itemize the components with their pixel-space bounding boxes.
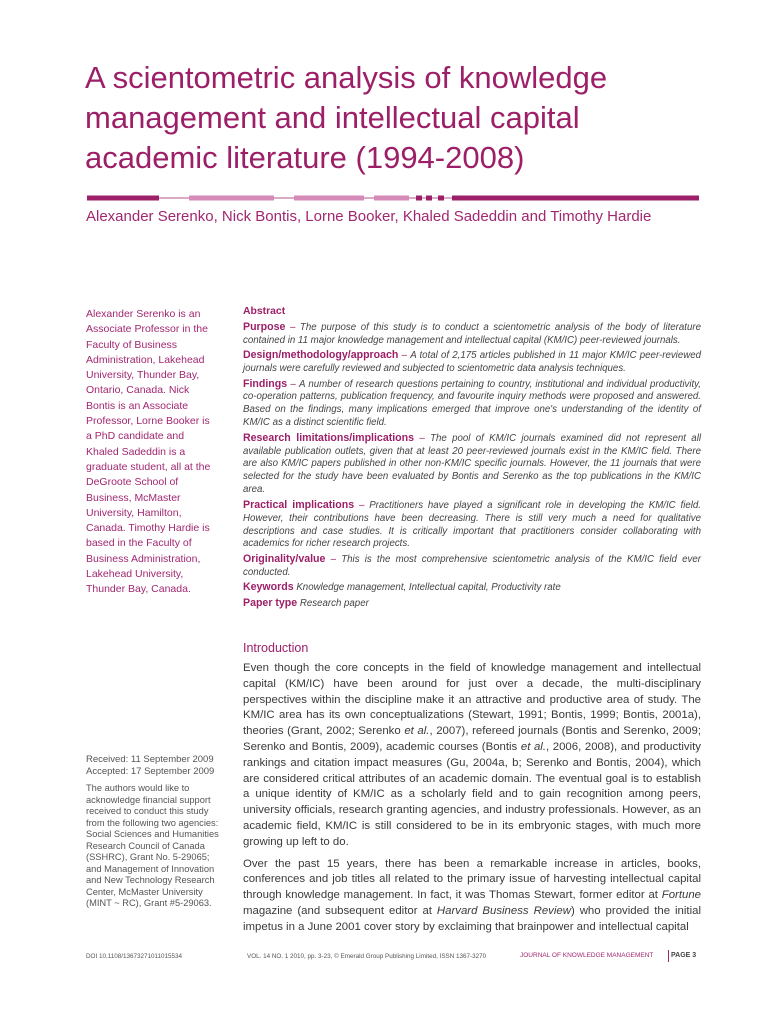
doi: DOI 10.1108/13673271011015534 bbox=[86, 953, 183, 960]
abstract-papertype bbox=[243, 597, 701, 611]
design-label: Design/methodology/approach bbox=[243, 349, 399, 362]
rule-segment bbox=[189, 196, 274, 201]
papertype-label: Paper type bbox=[243, 596, 298, 609]
text-run-italic: et al. bbox=[520, 740, 546, 753]
rule-segment bbox=[87, 196, 159, 201]
text-run: , 2006, 2008), and productivity rankings and citation impact measures (Gu, 2004a, b; Serenko and Bontis, 2004), which are considered critical attributes of an academic domain. The eventual goal is to establish a unique identity of KM/IC as a scholarly field and to gain recognition among peers, university officials, research granting agencies, and industry professionals. However, as an academic field, KM/IC is still considered to be in its embryonic stages, with much more growing up left to do. bbox=[243, 740, 701, 848]
paragraph bbox=[243, 661, 701, 851]
abstract-purpose bbox=[243, 321, 701, 348]
funding-acknowledgement: The authors would like to acknowledge financial support received to conduct this study from the following two agencies: Social Sciences and Humanities Research Council of Canada (SSHRC), Grant No. 5-29065; and Management of Innovation and New Technology Research Center, McMaster University (MINT ~ RC), Grant #5-29063. bbox=[86, 783, 219, 908]
limitations-label: Research limitations/implications bbox=[243, 431, 415, 444]
article-title: A scientometric analysis of knowledge management and intellectual capital academic literature (1994-2008) bbox=[85, 60, 608, 175]
author-bios-text: Alexander Serenko is an Associate Professor in the Faculty of Business Administration, Lakehead University, Thunder Bay, Ontario, Canada. Nick Bontis is an Associate Professor, Lorne Booker is a PhD candidate and Khaled Sadeddin is a graduate student, all at the DeGroote School of Business, McMaster University, Hamilton, Canada. Timothy Hardie is based in the Faculty of Business Administration, Lakehead University, Thunder Bay, Canada. bbox=[86, 308, 211, 596]
decorative-title-rule bbox=[87, 193, 699, 203]
limitations-text: The pool of KM/IC journals examined did not represent all available publication outlets, given that at least 20 peer-reviewed journals exist in the KM/IC field. There are also KM/IC papers published in other non-KM/IC specific journals. However, the 11 journals that were selected for the study have been evaluated by Bontis and Serenko as the top publications in the KM/IC area. bbox=[243, 432, 701, 496]
text-run: , 2007), refereed journals (Bontis and Serenko, 2009; Serenko and Bontis, 2009), academic courses (Bontis bbox=[243, 725, 701, 753]
page-footer bbox=[86, 953, 702, 965]
keywords-text: Knowledge management, Intellectual capital, Productivity rate bbox=[296, 582, 561, 594]
purpose-label: Purpose bbox=[243, 320, 286, 333]
section-heading-introduction: Introduction bbox=[243, 641, 309, 655]
abstract-keywords bbox=[243, 581, 701, 595]
keywords-label: Keywords bbox=[243, 581, 294, 594]
rule-segment bbox=[416, 196, 422, 201]
originality-label: Originality/value bbox=[243, 552, 326, 565]
dash: – bbox=[419, 432, 425, 444]
dash: – bbox=[401, 350, 407, 362]
author-bios bbox=[86, 307, 216, 598]
accepted-date: Accepted: 17 September 2009 bbox=[86, 765, 215, 777]
papertype-text: Research paper bbox=[299, 597, 369, 609]
abstract-findings bbox=[243, 378, 701, 431]
rule-segment bbox=[374, 196, 409, 201]
received-date: Received: 11 September 2009 bbox=[86, 754, 214, 765]
practical-label: Practical implications bbox=[243, 498, 355, 511]
abstract bbox=[243, 306, 701, 612]
rule-segment bbox=[294, 196, 364, 201]
paragraph bbox=[243, 857, 701, 936]
volume-info: VOL. 14 NO. 1 2010, pp. 3-23, © Emerald Group Publishing Limited, ISSN 1367-3270 bbox=[247, 953, 487, 960]
text-run-italic: Harvard Business Review bbox=[436, 904, 571, 917]
footer-divider bbox=[668, 950, 669, 962]
findings-label: Findings bbox=[243, 377, 288, 390]
abstract-originality bbox=[243, 553, 701, 580]
abstract-limitations bbox=[243, 432, 701, 498]
rule-segment bbox=[438, 196, 444, 201]
text-run: Even though the core concepts in the field of knowledge management and intellectual capital (KM/IC) have been around for just over a decade, the multi-disciplinary perspectives within the discipline make it an attractive and productive area of study. The KM/IC area has its own conceptualizations (Stewart, 1991; Bontis, 1999; Bontis, 2001a), theories (Grant, 2002; Serenko bbox=[243, 662, 701, 738]
design-text: A total of 2,175 articles published in 11 major KM/IC peer-reviewed journals were carefully reviewed and subjected to scientometric data analysis techniques. bbox=[243, 350, 701, 375]
findings-text: A number of research questions pertaining to country, institutional and individual productivity, co-operation patterns, publication frequency, and favourite inquiry methods were proposed and answered. Based on the findings, many implications emerged that improve one's understanding of the identity of KM/IC as a distinct scientific field. bbox=[243, 378, 701, 429]
abstract-design bbox=[243, 349, 701, 376]
dash: – bbox=[358, 499, 365, 511]
abstract-heading: Abstract bbox=[243, 306, 286, 317]
abstract-practical bbox=[243, 499, 701, 552]
originality-text: This is the most comprehensive scientometric analysis of the KM/IC field ever conducted. bbox=[243, 553, 701, 578]
dash: – bbox=[330, 553, 337, 565]
rule-segment bbox=[426, 196, 432, 201]
dash: – bbox=[290, 378, 296, 390]
text-run-italic: Fortune bbox=[661, 889, 701, 902]
author-list: Alexander Serenko, Nick Bontis, Lorne Booker, Khaled Sadeddin and Timothy Hardie bbox=[86, 208, 652, 225]
text-run: magazine (and subsequent editor at bbox=[243, 904, 437, 917]
practical-text: Practitioners have played a significant role in developing the KM/IC field. However, their contributions have been decreasing. There is still very much a need for qualitative descriptions and case studies. It is critically important that practitioners consider collaborating with academics for richer research projects. bbox=[243, 499, 701, 550]
journal-name: JOURNAL OF KNOWLEDGE MANAGEMENT bbox=[520, 952, 654, 959]
text-run: ) who provided the initial impetus in a June 2001 cover story by exclaiming that brainpower and intellectual capital bbox=[243, 904, 701, 933]
text-run-italic: et al. bbox=[404, 725, 430, 738]
dash: – bbox=[289, 321, 296, 333]
purpose-text: The purpose of this study is to conduct a scientometric analysis of the body of literature contained in 11 major knowledge management and intellectual capital (KM/IC) peer-reviewed journals. bbox=[243, 321, 701, 346]
page-number: PAGE 3 bbox=[671, 952, 697, 959]
body-text bbox=[243, 661, 701, 942]
submission-dates bbox=[86, 754, 221, 777]
text-run: Over the past 15 years, there has been a remarkable increase in articles, books, conferences and job titles all related to the primary issue of harvesting intellectual capital through knowledge management. In fact, it was Thomas Stewart, former editor at bbox=[243, 857, 701, 902]
rule-segment bbox=[452, 196, 699, 201]
